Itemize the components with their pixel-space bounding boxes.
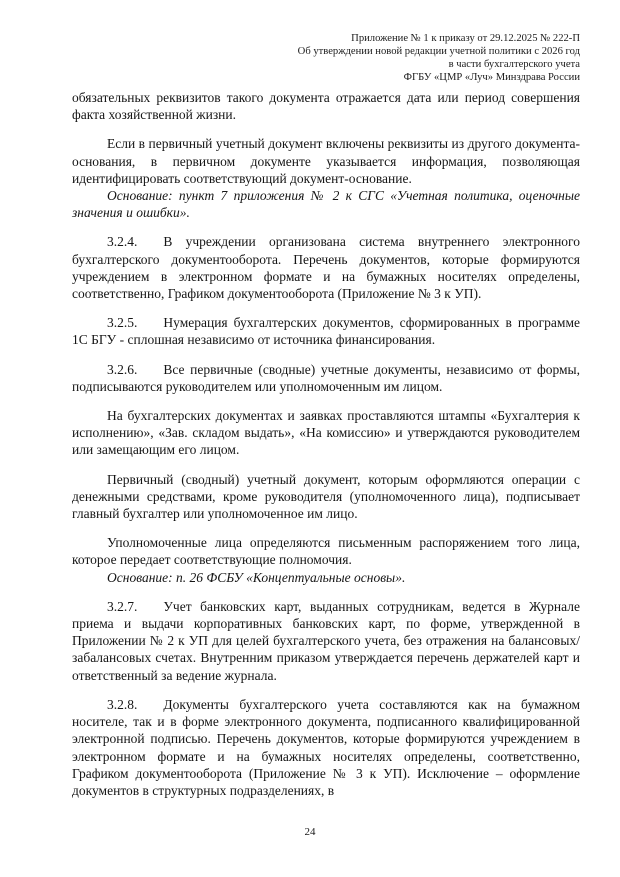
paragraph: обязательных реквизитов такого документа отражается дата или период совершения факта хозяйственной жизни. (72, 90, 580, 123)
paragraph: Если в первичный учетный документ включены реквизиты из другого документа-основания, в первичном документе указывается информация, позволяющая идентифицировать соответствующий документ-основание. (72, 136, 580, 186)
header-line-appendix: Приложение № 1 к приказу от 29.12.2025 № 222-П (351, 33, 580, 44)
header-line-organization: ФГБУ «ЦМР «Луч» Минздрава России (403, 71, 580, 83)
paragraph-number: 3.2.7. (107, 598, 138, 614)
paragraph: 3.2.7. Учет банковских карт, выданных сотрудникам, ведется в Журнале приема и выдачи корпоративных банковских карт, по форме, утвержденной в Приложении № 2 к УП для целей бухгалтерского учета, без отражения на балансовых/забалансовых счетах. Внутренним приказом утверждается перечень держателей карт и ответственный за ведение журнала. (72, 598, 580, 683)
paragraph: 3.2.8. Документы бухгалтерского учета составляются как на бумажном носителе, так и в форме электронного документа, подписанного квалифицированной электронной подписью. Перечень документов, которые формируются учреждением в электронном формате и на бумажных носителях определены, соответственно, Графиком документооборота (Приложение № 3 к УП). Исключение – оформление документов в структурных подразделениях, в (72, 696, 580, 798)
paragraph: Первичный (сводный) учетный документ, которым оформляются операции с денежными средствами, кроме руководителя (уполномоченного лица), подписывает главный бухгалтер или уполномоченное им лицо. (72, 471, 580, 522)
paragraph: Основание: п. 26 ФСБУ «Концептуальные основы». (107, 569, 406, 585)
page-number: 24 (304, 826, 316, 838)
paragraph: На бухгалтерских документах и заявках проставляются штампы «Бухгалтерия к исполнению», «Зав. складом выдать», «На комиссию» и утверждаются руководителем или замещающим его лицом. (72, 408, 580, 458)
document-header (72, 33, 580, 85)
paragraph: 3.2.5. Нумерация бухгалтерских документов, сформированных в программе 1С БГУ - сплошная независимо от источника финансирования. (72, 315, 580, 348)
paragraph-number: 3.2.4. (107, 234, 138, 250)
page-footer (0, 825, 620, 839)
paragraph-number: 3.2.8. (107, 696, 138, 712)
paragraph-number: 3.2.5. (107, 315, 138, 331)
document-body (72, 89, 580, 799)
header-line-approval: Об утверждении новой редакции учетной политики с 2026 год (297, 45, 580, 57)
paragraph: Уполномоченные лица определяются письменным распоряжением того лица, которое передает соответствующие полномочия. (72, 535, 580, 568)
paragraph: Основание: пункт 7 приложения № 2 к СГС «Учетная политика, оценочные значения и ошибки». (72, 188, 580, 221)
paragraph-number: 3.2.6. (107, 361, 138, 377)
header-line-accounting: в части бухгалтерского учета (448, 58, 580, 70)
paragraph: 3.2.6. Все первичные (сводные) учетные документы, независимо от формы, подписываются руководителем или уполномоченным им лицом. (72, 361, 580, 394)
paragraph: 3.2.4. В учреждении организована система внутреннего электронного бухгалтерского документооборота. Перечень документов, которые формируются учреждением в электронном формате и на бумажных носителях определены, соответственно, Графиком документооборота (Приложение № 3 к УП). (72, 234, 580, 302)
